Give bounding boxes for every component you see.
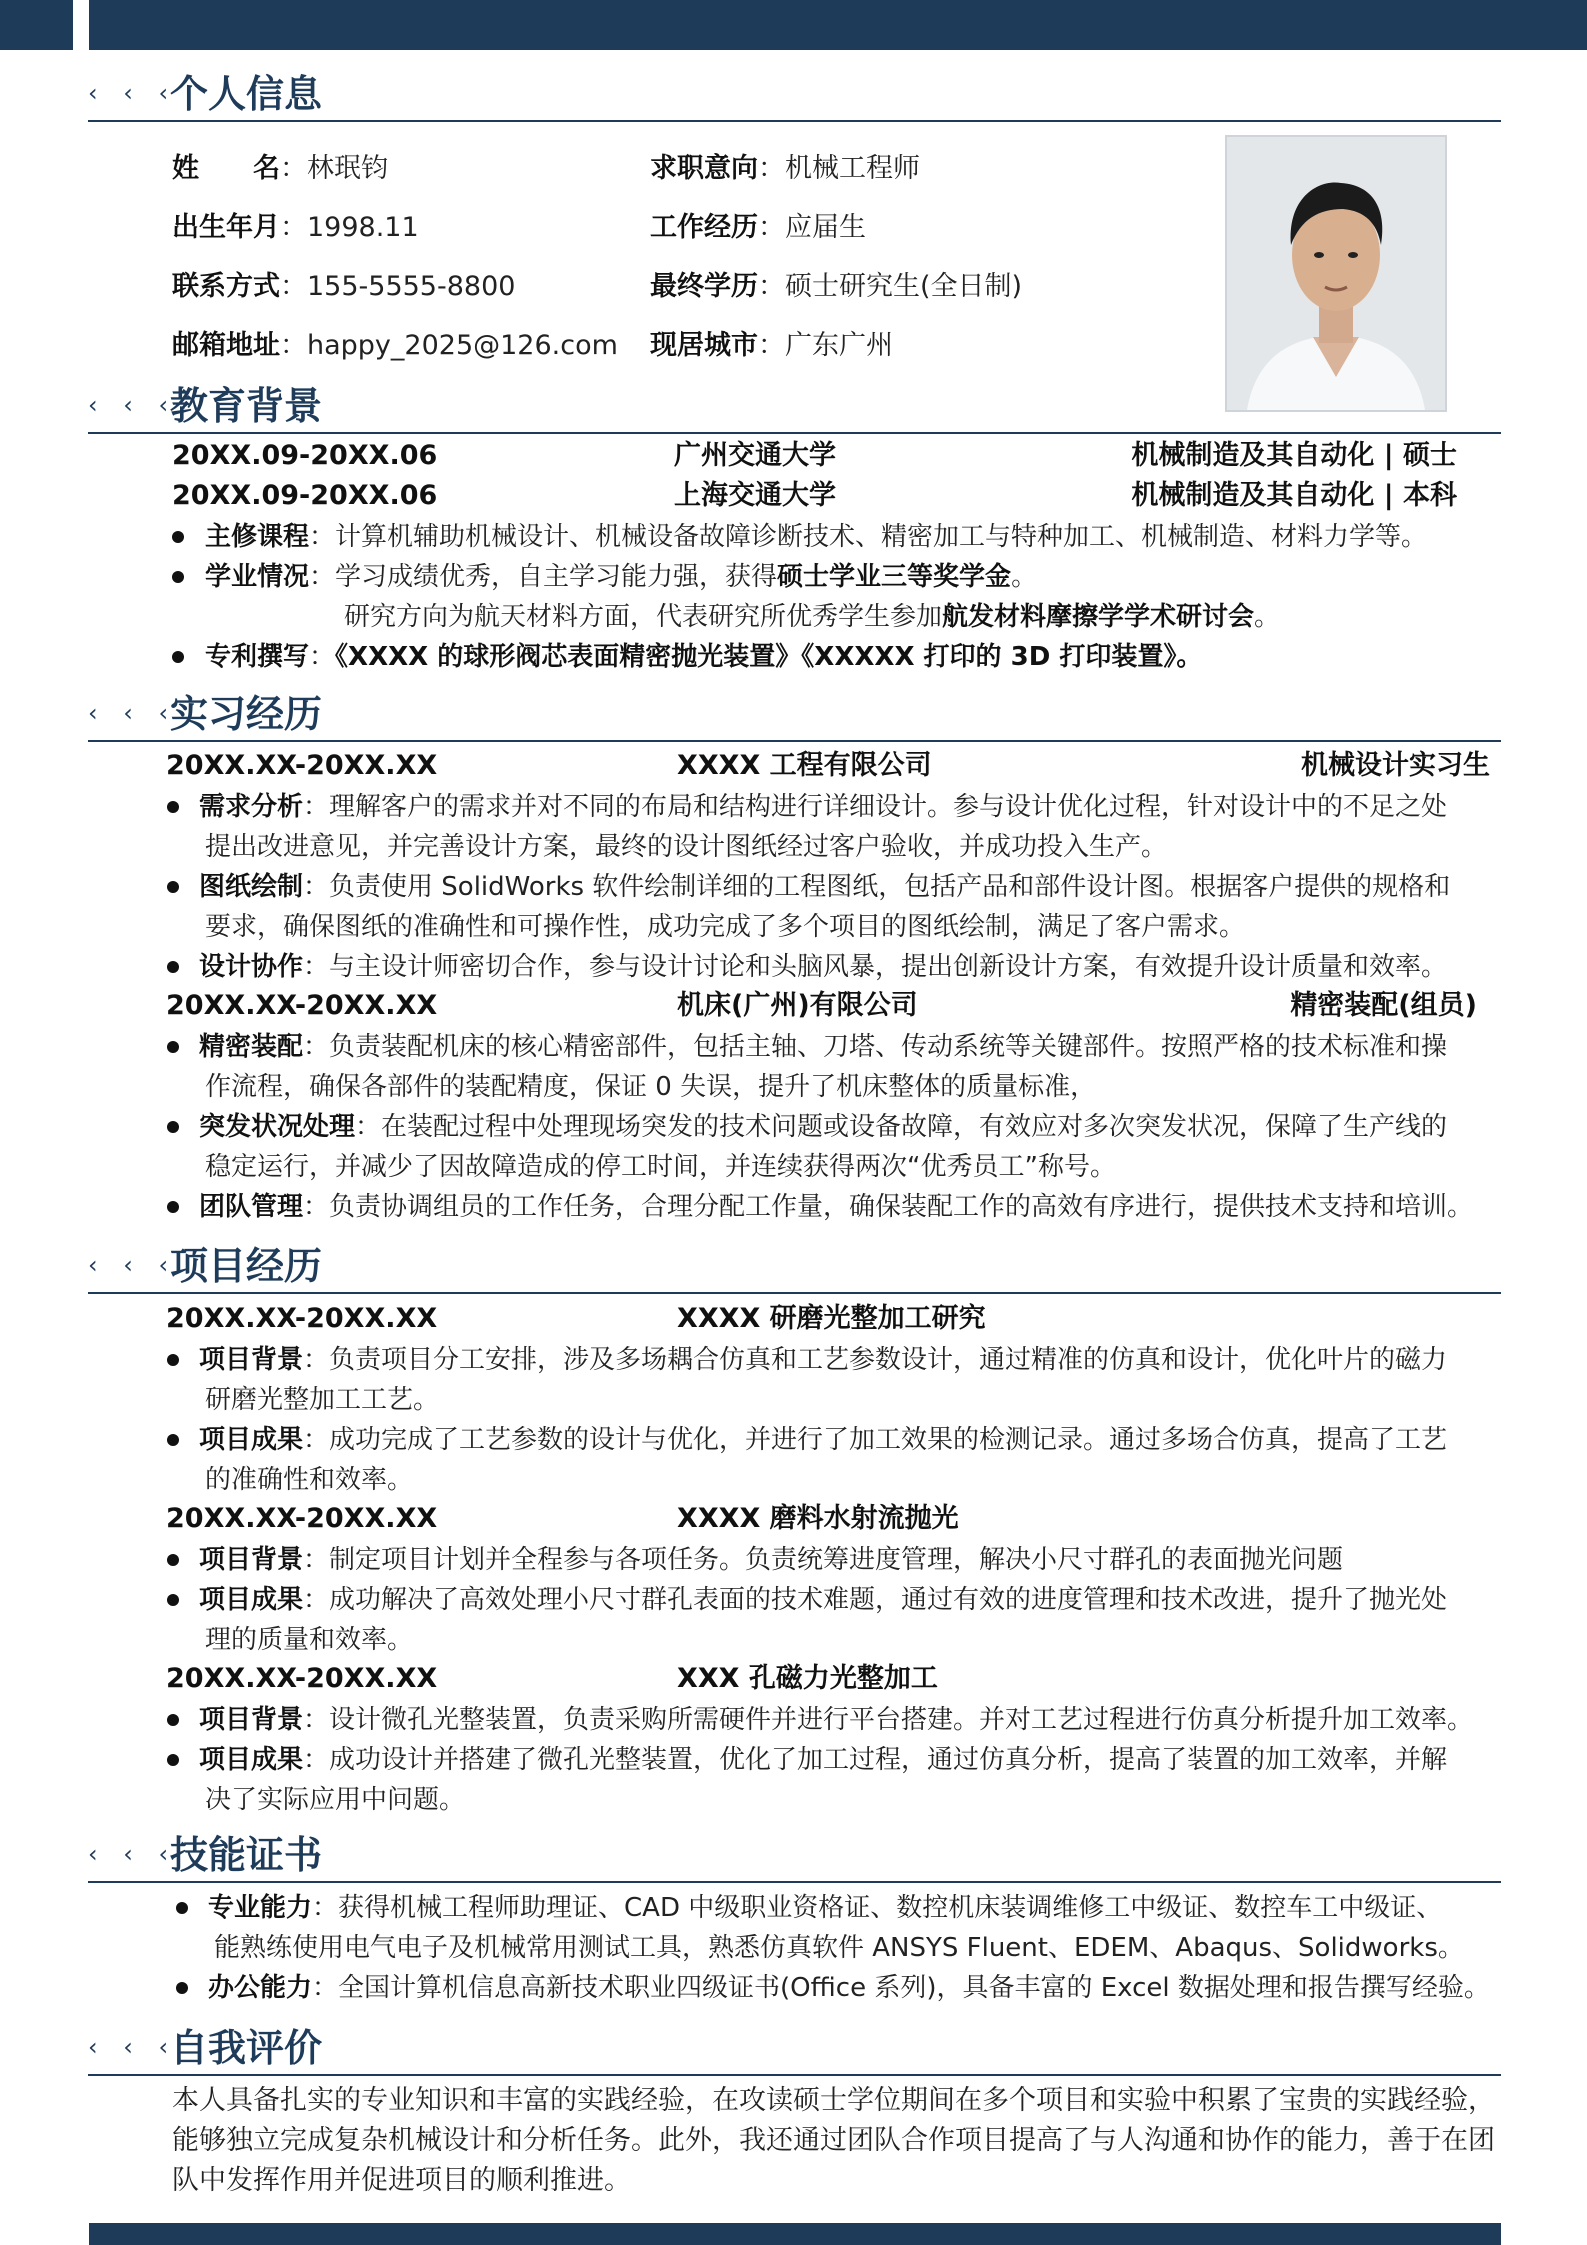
section-title: 技能证书 [170,1833,323,1877]
avatar-icon [1227,137,1445,410]
list-item: 精密装配：负责装配机床的核心精密部件，包括主轴、刀塔、传动系统等关键部件。按照严格的技术标准和操 作流程，确保各部件的装配精度，保证 0 失误，提升了机床整体的质量标准， [167,1027,1497,1107]
list-item: 项目成果：成功设计并搭建了微孔光整装置，优化了加工过程，通过仿真分析，提高了装置的加工效率，并解 决了实际应用中问题。 [167,1740,1497,1820]
bottom-banner [89,2223,1501,2245]
bullet-icon [167,1354,179,1366]
chevron-left-icon: ‹ ‹ ‹ [88,2033,178,2061]
bullet-icon [176,1982,188,1994]
list-item: 主修课程：计算机辅助机械设计、机械设备故障诊断技术、精密加工与特种加工、机械制造、材料力学等。 [172,517,1497,557]
chevron-left-icon: ‹ ‹ ‹ [88,1840,178,1868]
list-item: 设计协作：与主设计师密切合作，参与设计讨论和头脑风暴，提出创新设计方案，有效提升设计质量和效率。 [167,947,1497,987]
bullet-icon [172,571,184,583]
project-header: 20XX.XX-20XX.XX XXX 孔磁力光整加工 [166,1663,938,1694]
section-header [88,1240,1501,1294]
bullet-icon [167,1121,179,1133]
info-city: 现居城市：广东广州 [650,330,893,361]
list-item: 专业能力：获得机械工程师助理证、CAD 中级职业资格证、数控机床装调维修工中级证、数控车工中级证、 能熟练使用电气电子及机械常用测试工具，熟悉仿真软件 ANSYS Fluent、EDEM、Abaqus、Solidworks。 [176,1888,1497,1968]
bullet-icon [172,531,184,543]
info-phone: 联系方式：155-5555-8800 [172,271,516,302]
project-header: 20XX.XX-20XX.XX XXXX 磨料水射流抛光 [166,1503,959,1534]
bullet-icon [167,1554,179,1566]
job-header: 20XX.XX-20XX.XX XXXX 工程有限公司 机械设计实习生 [166,750,1490,781]
chevron-left-icon: ‹ ‹ ‹ [88,1251,178,1279]
list-item: 项目成果：成功解决了高效处理小尺寸群孔表面的技术难题，通过有效的进度管理和技术改进，提升了抛光处 理的质量和效率。 [167,1580,1497,1660]
bullet-icon [167,1754,179,1766]
list-item-continuation: 研究方向为航天材料方面，代表研究所优秀学生参加航发材料摩擦学学术研讨会。 [344,602,1281,632]
chevron-left-icon: ‹ ‹ ‹ [88,699,178,727]
education-row: 20XX.09-20XX.06 上海交通大学 机械制造及其自动化 | 本科 [172,480,1457,511]
list-item: 需求分析：理解客户的需求并对不同的布局和结构进行详细设计。参与设计优化过程，针对设计中的不足之处 提出改进意见，并完善设计方案，最终的设计图纸经过客户验收，并成功投入生产。 [167,787,1497,867]
section-title: 项目经历 [170,1244,323,1288]
section-header [88,688,1501,742]
bullet-icon [172,651,184,663]
bullet-icon [167,1714,179,1726]
job-header: 20XX.XX-20XX.XX 机床(广州)有限公司 精密装配(组员) [166,990,1477,1021]
project-header: 20XX.XX-20XX.XX XXXX 研磨光整加工研究 [166,1303,986,1334]
section-title: 教育背景 [170,384,323,428]
profile-photo [1225,135,1447,412]
bullet-icon [167,1041,179,1053]
list-item: 项目背景：制定项目计划并全程参与各项任务。负责统筹进度管理，解决小尺寸群孔的表面抛光问题 [167,1540,1497,1580]
section-header [88,2022,1501,2076]
list-item: 突发状况处理：在装配过程中处理现场突发的技术问题或设备故障，有效应对多次突发状况，保障了生产线的 稳定运行，并减少了因故障造成的停工时间，并连续获得两次“优秀员工”称号。 [167,1107,1497,1187]
list-item: 项目背景：负责项目分工安排，涉及多场耦合仿真和工艺参数设计，通过精准的仿真和设计，优化叶片的磁力 研磨光整加工工艺。 [167,1340,1497,1420]
info-degree: 最终学历：硕士研究生(全日制) [650,271,1023,302]
section-header [88,380,1501,434]
list-item: 项目成果：成功完成了工艺参数的设计与优化，并进行了加工效果的检测记录。通过多场合仿真，提高了工艺 的准确性和效率。 [167,1420,1497,1500]
info-email: 邮箱地址：happy_2025@126.com [172,330,618,361]
chevron-left-icon: ‹ ‹ ‹ [88,391,178,419]
education-row: 20XX.09-20XX.06 广州交通大学 机械制造及其自动化 | 硕士 [172,440,1457,471]
list-item: 专利撰写：《XXXX 的球形阀芯表面精密抛光装置》《XXXXX 打印的 3D 打印装置》。 [172,637,1497,677]
bullet-icon [167,1434,179,1446]
info-experience: 工作经历：应届生 [650,212,866,243]
section-title: 实习经历 [170,692,323,736]
section-title: 个人信息 [170,72,323,116]
bullet-icon [167,961,179,973]
bullet-icon [176,1902,188,1914]
info-name: 姓 名：林珉钧 [172,153,388,184]
info-intent: 求职意向：机械工程师 [650,153,920,184]
list-item: 办公能力：全国计算机信息高新技术职业四级证书(Office 系列)，具备丰富的 Excel 数据处理和报告撰写经验。 [176,1968,1497,2008]
list-item: 团队管理：负责协调组员的工作任务，合理分配工作量，确保装配工作的高效有序进行，提供技术支持和培训。 [167,1187,1497,1227]
top-banner [89,0,1587,50]
list-item: 学业情况：学习成绩优秀，自主学习能力强，获得硕士学业三等奖学金。 [172,557,1497,597]
top-accent-block [0,0,73,50]
bullet-icon [167,1201,179,1213]
section-header [88,68,1501,122]
list-item: 项目背景：设计微孔光整装置，负责采购所需硬件并进行平台搭建。并对工艺过程进行仿真分析提升加工效率。 [167,1700,1497,1740]
chevron-left-icon: ‹ ‹ ‹ [88,79,178,107]
self-evaluation-text: 本人具备扎实的专业知识和丰富的实践经验，在攻读硕士学位期间在多个项目和实验中积累了宝贵的实践经验， 能够独立完成复杂机械设计和分析任务。此外，我还通过团队合作项目提高了与人沟通和协作的能力，善于在团 队中发挥作用并促进项目的顺利推进。 [172,2085,1495,2196]
info-birth: 出生年月：1998.11 [172,212,419,243]
section-title: 自我评价 [170,2026,323,2070]
section-header [88,1829,1501,1883]
list-item: 图纸绘制：负责使用 SolidWorks 软件绘制详细的工程图纸，包括产品和部件设计图。根据客户提供的规格和 要求，确保图纸的准确性和可操作性，成功完成了多个项目的图纸绘制，满足了客户需求。 [167,867,1497,947]
bullet-icon [167,881,179,893]
bullet-icon [167,801,179,813]
bullet-icon [167,1594,179,1606]
